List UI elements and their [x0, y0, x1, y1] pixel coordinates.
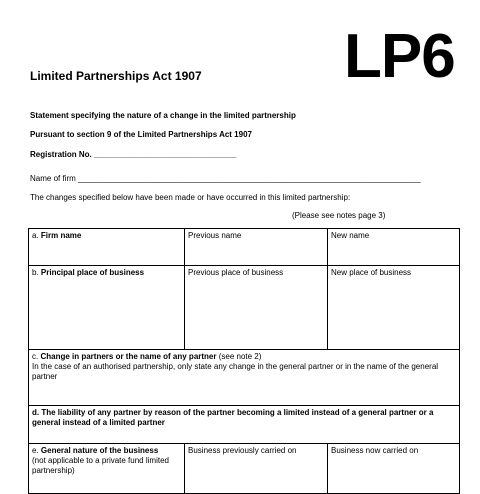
section-a-prefix: a.	[32, 231, 41, 240]
previous-business-label: Business previously carried on	[188, 446, 297, 455]
new-name-label: New name	[331, 231, 370, 240]
row-place-of-business	[29, 266, 460, 350]
new-business-label: Business now carried on	[331, 446, 419, 455]
row-nature-of-business	[29, 444, 460, 494]
section-d-title: The liability of any partner by reason of the partner becoming a limited instead of a general partner or a general instead of a limited partner	[32, 408, 434, 427]
section-e-detail: (not applicable to a private fund limited partnership)	[32, 456, 169, 475]
section-e-prefix: e.	[32, 446, 41, 455]
form-code: LP6	[344, 22, 455, 91]
nature-of-business-label-cell	[29, 444, 185, 494]
section-b-title: Principal place of business	[40, 268, 145, 277]
section-a-title: Firm name	[40, 231, 82, 240]
act-title: Limited Partnerships Act 1907	[30, 69, 202, 83]
previous-place-cell[interactable]	[185, 266, 328, 350]
place-of-business-label-cell	[29, 266, 185, 350]
section-c-detail: In the case of an authorised partnership, only state any change in the general partner or in the name of the general partner	[32, 362, 439, 381]
new-name-cell[interactable]	[328, 229, 460, 266]
row-change-in-partners	[29, 350, 460, 406]
previous-name-label: Previous name	[188, 231, 242, 240]
new-place-cell[interactable]	[328, 266, 460, 350]
pursuant-line: Pursuant to section 9 of the Limited Partnerships Act 1907	[30, 130, 252, 139]
section-d-prefix: d.	[32, 408, 42, 417]
liability-cell[interactable]	[29, 406, 460, 444]
section-c-title: Change in partners or the name of any partner	[40, 352, 217, 361]
new-place-label: New place of business	[331, 268, 412, 277]
notes-reference: (Please see notes page 3)	[292, 211, 386, 220]
previous-place-label: Previous place of business	[188, 268, 284, 277]
previous-business-cell[interactable]	[185, 444, 328, 494]
changes-intro: The changes specified below have been made or have occurred in this limited partnership:	[30, 193, 351, 202]
firm-name-field[interactable]: Name of firm _____________________________________________________________________________	[30, 174, 421, 183]
row-firm-name	[29, 229, 460, 266]
section-e-title: General nature of the business	[40, 446, 159, 455]
row-liability	[29, 406, 460, 444]
change-in-partners-cell[interactable]	[29, 350, 460, 406]
previous-name-cell[interactable]	[185, 229, 328, 266]
statement-heading: Statement specifying the nature of a change in the limited partnership	[30, 111, 296, 120]
new-business-cell[interactable]	[328, 444, 460, 494]
section-b-prefix: b.	[32, 268, 41, 277]
section-c-prefix: c.	[32, 352, 41, 361]
changes-table	[28, 228, 460, 494]
registration-number-field[interactable]: Registration No. ________________________________	[30, 150, 237, 159]
section-c-note: (see note 2)	[216, 352, 262, 361]
firm-name-label-cell	[29, 229, 185, 266]
